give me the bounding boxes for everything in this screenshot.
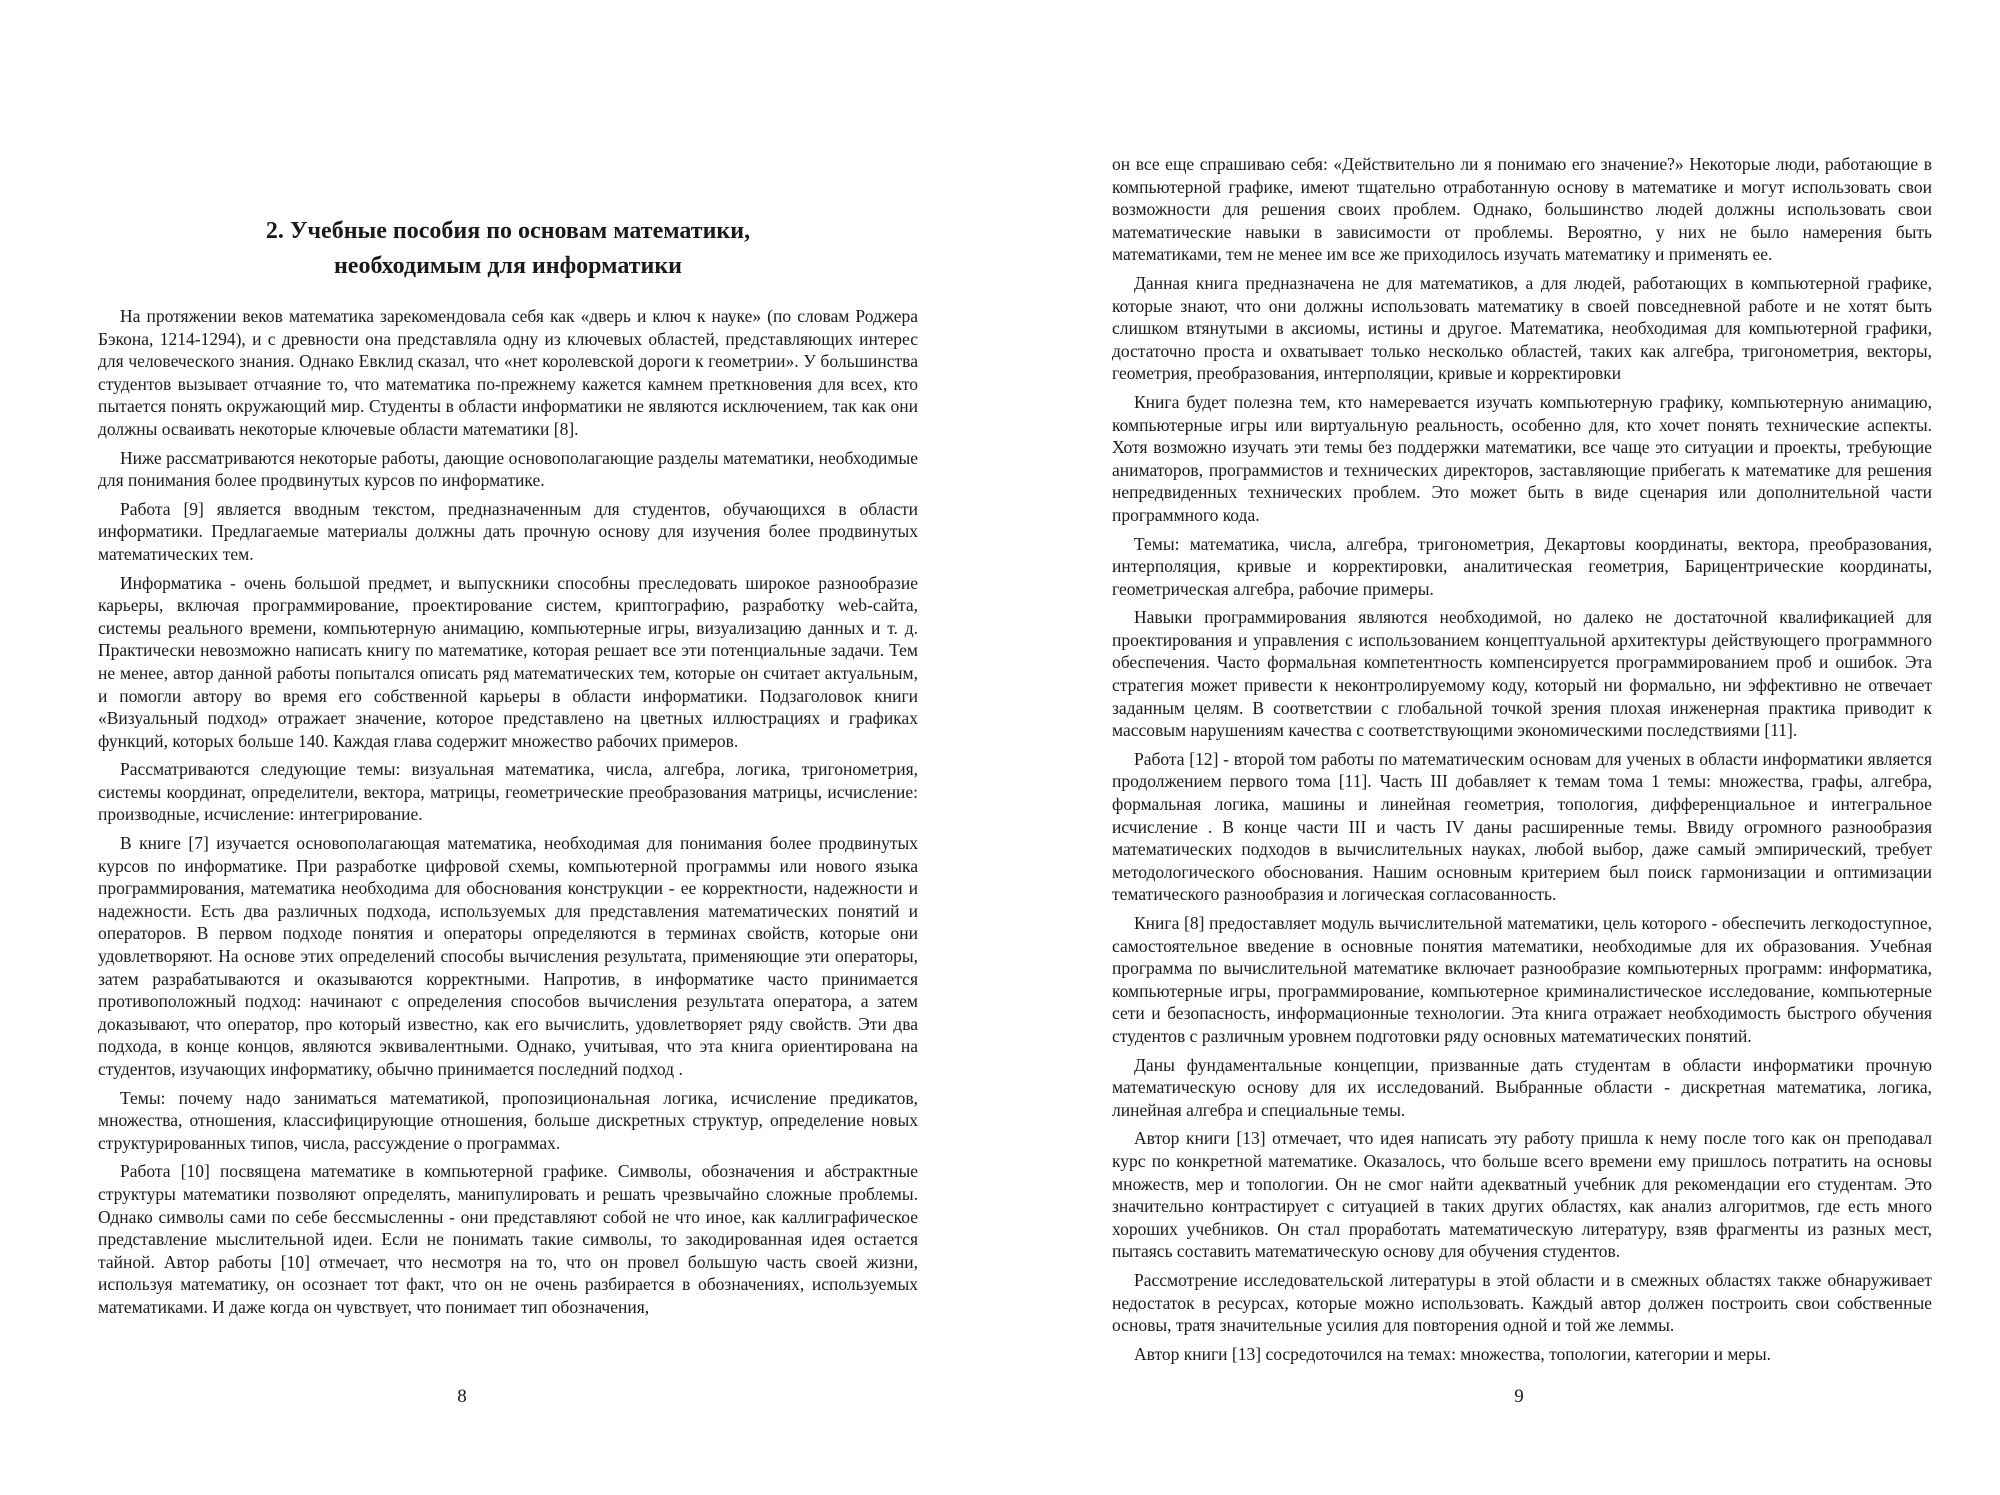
left-page-content — [98, 214, 918, 1325]
right-page — [1000, 0, 2000, 1495]
paragraph: На протяжении веков математика зарекомендовала себя как «дверь и ключ к науке» (по словам Роджера Бэкона, 1214-1294), и с древности она представляла одну из ключевых областей, представляющих интерес для человеческого знания. Однако Евклид сказал, что «нет королевской дороги к геометрии». У большинства студентов вызывает отчаяние то, что математика по-прежнему кажется камнем преткновения для всех, кто пытается понять окружающий мир. Студенты в области информатики не являются исключением, так как они должны осваивать некоторые ключевые области математики [8]. — [98, 306, 918, 439]
right-page-content — [1112, 153, 1932, 1371]
paragraph: Книга [8] предоставляет модуль вычислительной математики, цель которого - обеспечить легкодоступное, самостоятельное введение в основные понятия математики, необходимые для их образования. Учебная программа по вычислительной математике включает разнообразие компьютерных программ: информатика, компьютерные игры, программирование, компьютерное криминалистическое исследование, компьютерные сети и безопасность, информационные технологии. Эта книга отражает необходимость быстрого обучения студентов с различным уровнем подготовки ряду основных математических понятий. — [1112, 913, 1932, 1046]
paragraph: Рассмотрение исследовательской литературы в этой области и в смежных областях также обнаруживает недостаток в ресурсах, которые можно использовать. Каждый автор должен построить свои собственные основы, тратя значительные усилия для повторения одной и той же леммы. — [1112, 1269, 1932, 1336]
paragraph: Работа [9] является вводным текстом, предназначенным для студентов, обучающихся в области информатики. Предлагаемые материалы должны дать прочную основу для изучения более продвинутых математических тем. — [98, 498, 918, 564]
page-number-right: 9 — [1514, 1386, 1524, 1407]
paragraph: Данная книга предназначена не для математиков, а для людей, работающих в компьютерной графике, которые знают, что они должны использовать математику в своей повседневной работе и не хотят быть слишком втянутыми в аксиомы, истины и другое. Математика, необходимая для компьютерной графики, достаточно проста и охватывает только несколько областей, таких как алгебра, тригонометрия, векторы, геометрия, преобразования, интерполяции, кривые и корректировки — [1112, 272, 1932, 384]
paragraph: Работа [12] - второй том работы по математическим основам для ученых в области информатики является продолжением первого тома [11]. Часть III добавляет к темам тома 1 темы: множества, графы, алгебра, формальная логика, машины и линейная геометрия, топология, дифференциальное и интегральное исчисление . В конце части III и часть IV даны расширенные темы. Ввиду огромного разнообразия математических подходов в вычислительных науках, любой выбор, даже самый эмпирический, требует методологического обоснования. Нашим основным критерием был поиск гармонизации и оптимизации тематического разнообразия и логическая согласованность. — [1112, 748, 1932, 905]
chapter-title-line-2: необходимым для информатики — [333, 253, 683, 279]
chapter-title-line-1: 2. Учебные пособия по основам математики, — [265, 218, 751, 244]
paragraph: Навыки программирования являются необходимой, но далеко не достаточной квалификацией для проектирования и управления с использованием концептуальной архитектуры действующего программного обеспечения. Часто формальная компетентность компенсируется программированием проб и ошибок. Эта стратегия может привести к неконтролируемому коду, который ни формально, ни эффективно не отвечает заданным целям. В соответствии с глобальной точкой зрения плохая инженерная практика приводит к массовым нарушениям качества с соответствующими экономическими последствиями [11]. — [1112, 607, 1932, 741]
paragraph: Автор книги [13] отмечает, что идея написать эту работу пришла к нему после того как он преподавал курс по конкретной математике. Оказалось, что больше всего времени ему пришлось потратить на основы множеств, мер и топологии. Он не смог найти адекватный учебник для рекомендации его студентам. Это значительно контрастирует с ситуацией в таких других областях, как анализ алгоритмов, где есть много хороших учебников. Он стал проработать математическую литературу, взяв фрагменты из разных мест, пытаясь составить математическую основу для обучения студентов. — [1112, 1128, 1932, 1262]
paragraph: Информатика - очень большой предмет, и выпускники способны преследовать широкое разнообразие карьеры, включая программирование, проектирование систем, криптографию, разработку web-сайта, системы реального времени, компьютерную анимацию, компьютерные игры, визуализацию данных и т. д. Практически невозможно написать книгу по математике, которая решает все эти потенциальные задачи. Тем не менее, автор данной работы попытался описать ряд математических тем, которые он считает актуальным, и помогли автору во время его собственной карьеры в области информатики. Подзаголовок книги «Визуальный подход» отражает значение, которое представлено на цветных иллюстрациях и графиках функций, которых больше 140. Каждая глава содержит множество рабочих примеров. — [98, 572, 918, 751]
paragraph: Рассматриваются следующие темы: визуальная математика, числа, алгебра, логика, тригонометрия, системы координат, определители, вектора, матрицы, геометрические преобразования матрицы, исчисление: производные, исчисление: интегрирование. — [98, 759, 918, 825]
paragraph: Темы: математика, числа, алгебра, тригонометрия, Декартовы координаты, вектора, преобразования, интерполяция, кривые и корректировки, аналитическая геометрия, Барицентрические координаты, геометрическая алгебра, рабочие примеры. — [1112, 533, 1932, 599]
paragraph: он все еще спрашиваю себя: «Действительно ли я понимаю его значение?» Некоторые люди, работающие в компьютерной графике, имеют тщательно отработанную основу в математике и могут использовать свои возможности для решения своих проблем. Однако, большинство людей должны использовать свои математические навыки в зависимости от проблемы. Вероятно, у них не было намерения быть математиками, тем не менее им все же приходилось изучать математику и применять ее. — [1112, 154, 1932, 265]
paragraph: Работа [10] посвящена математике в компьютерной графике. Символы, обозначения и абстрактные структуры математики позволяют определять, манипулировать и решать чрезвычайно сложные проблемы. Однако символы сами по себе бессмысленны - они представляют собой не что иное, как каллиграфическое представление мыслительной идеи. Если не понимать такие символы, то закодированная идея остается тайной. Автор работы [10] отмечает, что несмотря на то, что он провел большую часть своей жизни, используя математику, он осознает тот факт, что он не очень разбирается в обозначениях, используемых математиками. И даже когда он чувствует, что понимает тип обозначения, — [98, 1161, 918, 1317]
paragraph: В книге [7] изучается основополагающая математика, необходимая для понимания более продвинутых курсов по информатике. При разработке цифровой схемы, компьютерной программы или нового языка программирования, математика необходима для обоснования конструкции - ее корректности, надежности и надежности. Есть два различных подхода, используемых для представления математических понятий и операторов. В первом подходе понятия и операторы определяются в терминах свойств, которые они удовлетворяют. На основе этих определений способы вычисления результата, применяющие эти операторы, затем разрабатываются и оказываются корректными. Напротив, в информатике часто принимается противоположный подход: начинают с определения способов вычисления результата оператора, а затем доказывают, что оператор, про который известно, как его вычислить, удовлетворяет ряду свойств. Эти два подхода, в конце концов, являются эквивалентными. Однако, учитывая, что эта книга ориентирована на студентов, изучающих информатику, обычно принимается последний подход . — [98, 833, 918, 1079]
paragraph: Ниже рассматриваются некоторые работы, дающие основополагающие разделы математики, необходимые для понимания более продвинутых курсов по информатике. — [98, 447, 918, 491]
page-number-left: 8 — [457, 1386, 467, 1407]
paragraph: Темы: почему надо заниматься математикой, пропозициональная логика, исчисление предикатов, множества, отношения, классифицирующие отношения, больше дискретных структур, определение новых структурированных типов, числа, рассуждение о программах. — [98, 1087, 918, 1153]
chapter-title — [98, 214, 918, 284]
paragraph: Книга будет полезна тем, кто намеревается изучать компьютерную графику, компьютерную анимацию, компьютерные игры или виртуальную реальность, особенно для, кто хочет понять технические аспекты. Хотя возможно изучать эти темы без поддержки математики, все чаще это ситуации и проекты, требующие аниматоров, программистов и технических директоров, заставляющие прибегать к математике для решения непредвиденных технических проблем. Это может быть в виде сценария или дополнительной части программного кода. — [1112, 391, 1932, 525]
paragraph: Автор книги [13] сосредоточился на темах: множества, топологии, категории и меры. — [1134, 1343, 1772, 1364]
paragraph: Даны фундаментальные концепции, призванные дать студентам в области информатики прочную математическую основу для их исследований. Выбранные области - дискретная математика, логика, линейная алгебра и специальные темы. — [1112, 1054, 1932, 1120]
